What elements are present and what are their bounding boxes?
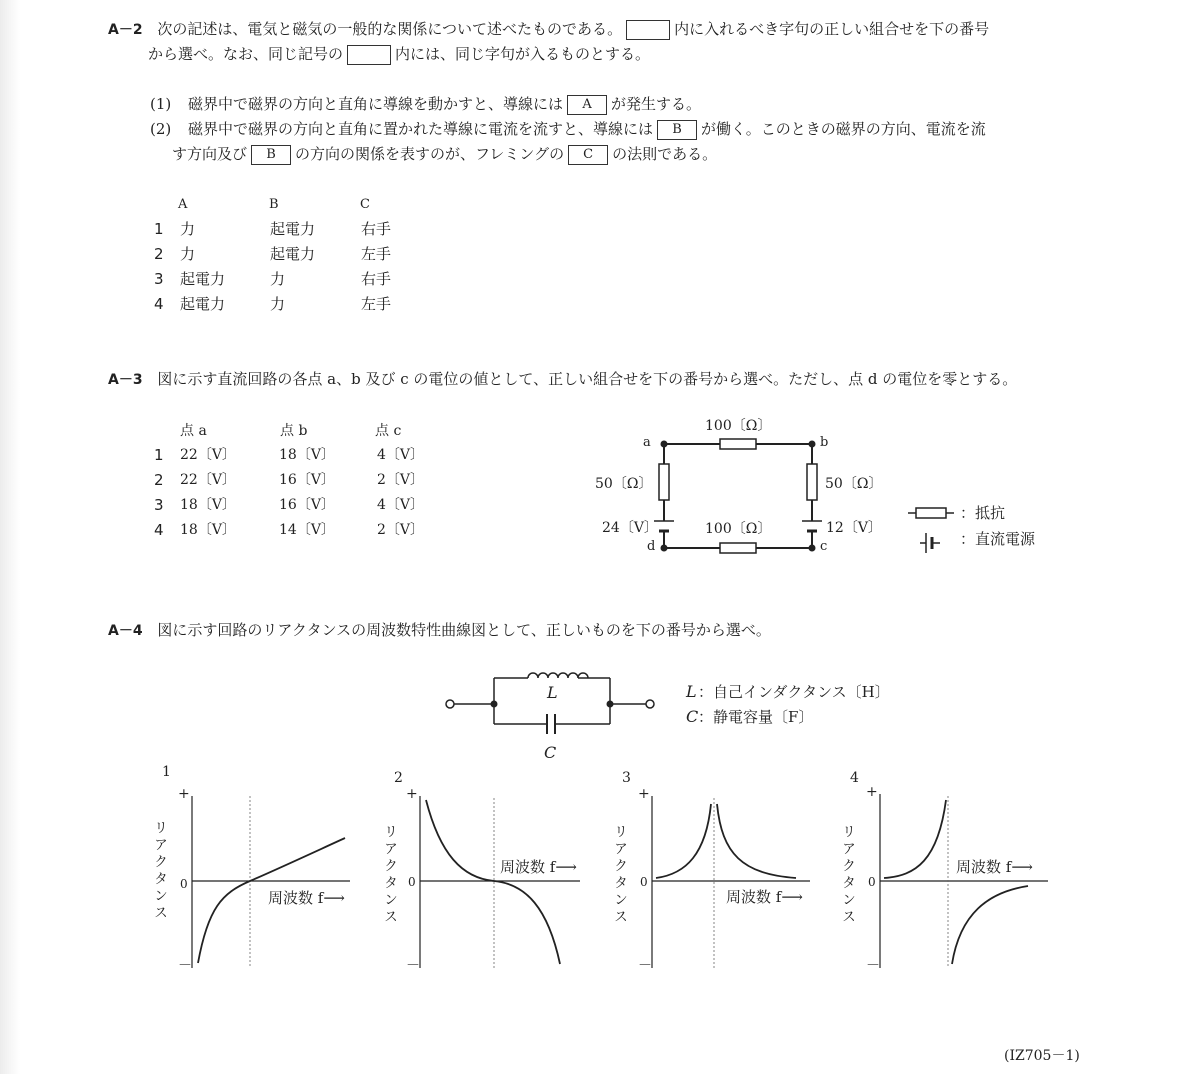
zero-label: 0 [868, 875, 876, 889]
a2-item2-pre: 磁界中で磁界の方向と直角に置かれた導線に電流を流すと、導線には [188, 120, 654, 138]
label-r-right: 50〔Ω〕 [825, 476, 883, 492]
a2-item2-line2 [172, 144, 717, 165]
a2-item2-num: (2) [150, 120, 172, 138]
a2-cell-c: 右手 [361, 270, 392, 288]
a3-cell-b: 16〔V〕 [279, 497, 335, 513]
a3-number: A－3 [108, 372, 143, 388]
a3-cell-a: 22〔V〕 [180, 447, 236, 463]
a2-item2 [150, 119, 986, 140]
a2-cell-a: 力 [180, 245, 196, 263]
circuit-legend [908, 504, 1036, 553]
a2-item2-l2-mid: の方向の関係を表すのが、フレミングの [295, 145, 565, 163]
label-e-left: 24〔V〕 [602, 520, 658, 536]
a2-item2-l2-post: の法則である。 [612, 145, 718, 163]
label-capacitor: C [544, 743, 557, 762]
node-a-dot [661, 441, 668, 448]
a3-cell-a: 18〔V〕 [180, 497, 236, 513]
graph-number: 3 [622, 770, 631, 786]
a2-row-num: 2 [154, 245, 164, 263]
minus-sign: － [406, 958, 420, 974]
a2-cell-a: 起電力 [180, 270, 226, 288]
label-r-top: 100〔Ω〕 [705, 418, 772, 434]
blank-box-b: B [251, 145, 291, 165]
a2-cell-a: 力 [180, 220, 196, 238]
a3-cell-b: 14〔V〕 [279, 522, 335, 538]
minus-sign: － [866, 958, 880, 974]
plus-sign: + [866, 784, 878, 800]
a2-line2 [148, 44, 650, 65]
zero-label: 0 [408, 875, 416, 889]
zero-label: 0 [640, 875, 648, 889]
a2-line2-pre: から選べ。なお、同じ記号の [148, 45, 344, 63]
a2-number: A－2 [108, 22, 143, 38]
a3-cell-a: 18〔V〕 [180, 522, 236, 538]
source-right [802, 521, 822, 531]
reactance-curve-right [717, 804, 796, 878]
a3-text: 図に示す直流回路の各点 a、b 及び c の電位の値として、正しい組合せを下の番号から選べ。ただし、点 d の電位を零とする。 [157, 370, 1018, 388]
a4-number: A－4 [108, 623, 143, 639]
a3-line1 [108, 369, 1017, 390]
a2-cell-b: 起電力 [270, 220, 316, 238]
x-axis-label: 周波数 f⟶ [268, 889, 345, 907]
reactance-curve-left [884, 800, 946, 878]
blank-box [626, 20, 670, 40]
a2-line1-post: 内に入れるべき字句の正しい組合せを下の番号 [674, 20, 990, 38]
reactance-curve [426, 800, 560, 964]
a2-item2-post: が働く。このときの磁界の方向、電流を流 [701, 120, 986, 138]
page-code: (IZ705－1) [1004, 1048, 1080, 1064]
label-r-bottom: 100〔Ω〕 [705, 521, 772, 537]
resistor-right [807, 464, 817, 500]
resistor-top [720, 439, 756, 449]
a2-item1-post: が発生する。 [611, 95, 702, 113]
label-inductor: L [547, 683, 558, 702]
x-axis-label: 周波数 f⟶ [956, 858, 1033, 876]
a2-row-num: 4 [154, 295, 164, 313]
a3-cell-a: 22〔V〕 [180, 472, 236, 488]
a2-line1-pre: 次の記述は、電気と磁気の一般的な関係について述べたものである。 [157, 20, 623, 38]
a3-cell-c: 2〔V〕 [377, 472, 425, 488]
reactance-curve-right [952, 886, 1028, 964]
a3-cell-c: 4〔V〕 [377, 447, 425, 463]
plus-sign: + [638, 786, 650, 802]
a2-item1-pre: 磁界中で磁界の方向と直角に導線を動かすと、導線には [188, 95, 564, 113]
plus-sign: + [178, 786, 190, 802]
a2-item1 [150, 94, 701, 115]
minus-sign: － [638, 958, 652, 974]
label-r-left: 50〔Ω〕 [595, 476, 653, 492]
zero-label: 0 [180, 877, 188, 891]
a2-item2-l2-pre: す方向及び [172, 145, 248, 163]
a2-row-num: 3 [154, 270, 164, 288]
node-c-dot [809, 545, 816, 552]
a2-cell-c: 左手 [361, 295, 392, 313]
y-axis-label: リアクタンス [612, 824, 628, 926]
graph-number: 2 [394, 770, 403, 786]
blank-box-a: A [567, 95, 607, 115]
page-edge-shadow [0, 0, 20, 1074]
label-e-right: 12〔V〕 [826, 520, 882, 536]
x-axis-label: 周波数 f⟶ [726, 888, 803, 906]
reactance-graph-2 [380, 764, 590, 978]
a3-row-num: 4 [154, 521, 164, 539]
reactance-graph-1 [150, 758, 360, 976]
legend-c-text: ：静電容量〔F〕 [698, 708, 814, 726]
a3-row-num: 2 [154, 471, 164, 489]
y-axis-label: リアクタンス [152, 820, 168, 922]
reactance-curve-left [656, 804, 711, 878]
a2-item1-num: (1) [150, 95, 172, 113]
a2-cell-b: 起電力 [270, 245, 316, 263]
legend-c-symbol: C [686, 707, 699, 726]
a2-cell-b: 力 [270, 295, 286, 313]
resistor-left [659, 464, 669, 500]
terminal-left [446, 700, 454, 708]
a3-header-a: 点 a [180, 423, 207, 439]
resistor-bottom [720, 543, 756, 553]
legend-l-text: ：自己インダクタンス〔H〕 [698, 683, 890, 701]
node-b-dot [809, 441, 816, 448]
label-node-d: d [647, 539, 656, 554]
blank-box-b: B [657, 120, 697, 140]
a2-cell-b: 力 [270, 270, 286, 288]
a2-header-c: C [360, 197, 370, 212]
legend-l-symbol: L [686, 682, 697, 701]
a2-row-num: 1 [154, 220, 164, 238]
label-node-b: b [820, 435, 829, 450]
lc-parallel-circuit [440, 668, 910, 764]
a4-text: 図に示す回路のリアクタンスの周波数特性曲線図として、正しいものを下の番号から選べ。 [157, 621, 771, 639]
a3-header-b: 点 b [280, 423, 308, 439]
node-d-dot [661, 545, 668, 552]
a3-header-c: 点 c [375, 423, 402, 439]
minus-sign: － [178, 958, 192, 974]
a3-row-num: 3 [154, 496, 164, 514]
a2-cell-a: 起電力 [180, 295, 226, 313]
a3-cell-b: 18〔V〕 [279, 447, 335, 463]
a3-cell-c: 2〔V〕 [377, 522, 425, 538]
junction-dot [491, 701, 498, 708]
a4-line1 [108, 620, 771, 641]
dc-circuit-diagram [580, 408, 1060, 568]
legend-resistor-symbol [916, 508, 946, 518]
plus-sign: + [406, 786, 418, 802]
graph-number: 4 [850, 770, 859, 786]
a3-cell-c: 4〔V〕 [377, 497, 425, 513]
reactance-graph-4 [838, 764, 1058, 978]
a2-line2-post: 内には、同じ字句が入るものとする。 [395, 45, 651, 63]
graph-number: 1 [162, 764, 171, 780]
x-axis-label: 周波数 f⟶ [500, 858, 577, 876]
reactance-graph-3 [610, 764, 820, 978]
junction-dot [607, 701, 614, 708]
a2-header-a: A [178, 197, 188, 212]
legend-source-symbol [920, 533, 940, 553]
a2-cell-c: 右手 [361, 220, 392, 238]
terminal-right [646, 700, 654, 708]
y-axis-label: リアクタンス [840, 824, 856, 926]
y-axis-label: リアクタンス [382, 824, 398, 926]
a2-line1 [108, 19, 989, 40]
a3-row-num: 1 [154, 446, 164, 464]
a3-cell-b: 16〔V〕 [279, 472, 335, 488]
a2-header-b: B [269, 197, 279, 212]
blank-box-c: C [568, 145, 608, 165]
blank-box [347, 45, 391, 65]
label-node-c: c [820, 539, 828, 554]
legend-source-text: ：直流電源 [960, 530, 1036, 548]
legend-resistor-text: ：抵抗 [960, 504, 1006, 522]
label-node-a: a [643, 435, 651, 450]
a2-cell-c: 左手 [361, 245, 392, 263]
